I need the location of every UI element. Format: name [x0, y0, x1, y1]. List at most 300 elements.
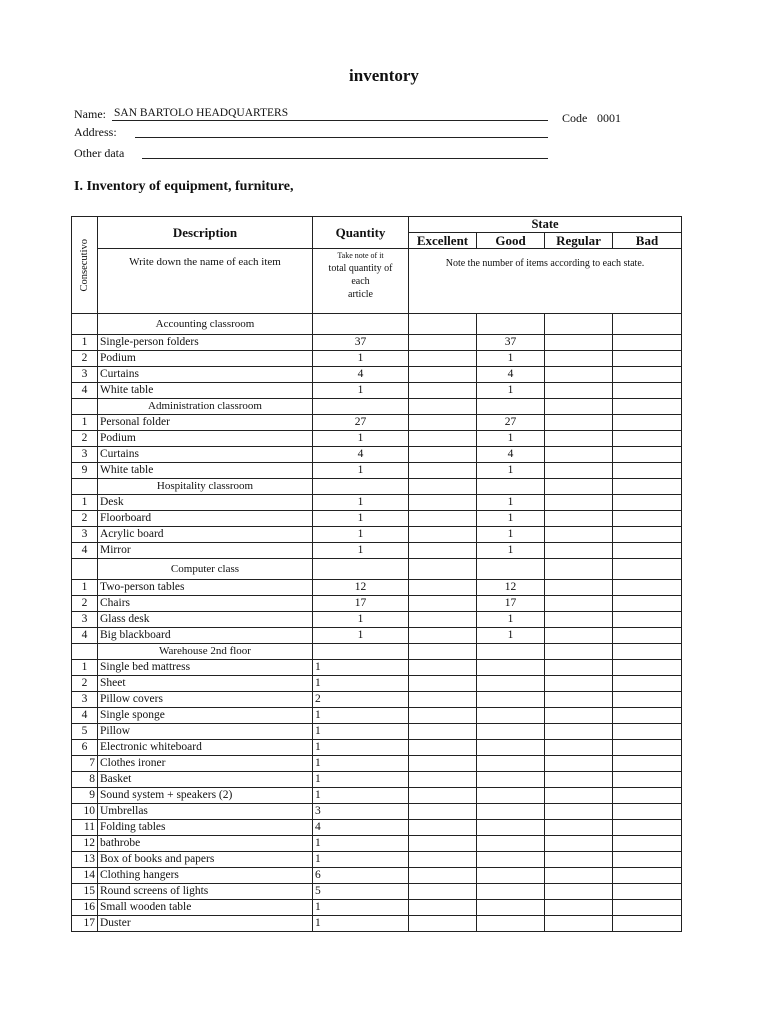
- excellent-count[interactable]: [409, 511, 477, 527]
- excellent-count[interactable]: [409, 804, 477, 820]
- row-number: 10: [72, 804, 98, 820]
- bad-count[interactable]: [613, 708, 682, 724]
- item-description[interactable]: Umbrellas: [98, 804, 313, 820]
- table-row: [72, 511, 682, 527]
- bad-count[interactable]: [613, 335, 682, 351]
- table-row: [72, 367, 682, 383]
- item-quantity[interactable]: 1: [313, 852, 409, 868]
- item-quantity[interactable]: 1: [313, 527, 409, 543]
- empty-cell[interactable]: [545, 314, 613, 335]
- group-number-cell: [72, 314, 98, 335]
- good-count[interactable]: 12: [477, 580, 545, 596]
- empty-cell[interactable]: [477, 559, 545, 580]
- row-number: 2: [72, 351, 98, 367]
- good-count[interactable]: 17: [477, 596, 545, 612]
- regular-count[interactable]: [545, 692, 613, 708]
- address-field-line[interactable]: [135, 137, 548, 138]
- item-description[interactable]: Desk: [98, 495, 313, 511]
- bad-count[interactable]: [613, 543, 682, 559]
- item-description[interactable]: Curtains: [98, 367, 313, 383]
- inventory-body: [72, 314, 682, 932]
- item-description[interactable]: Chairs: [98, 596, 313, 612]
- good-count[interactable]: 1: [477, 383, 545, 399]
- empty-cell[interactable]: [613, 314, 682, 335]
- empty-cell[interactable]: [409, 559, 477, 580]
- item-quantity[interactable]: 6: [313, 868, 409, 884]
- regular-count[interactable]: [545, 708, 613, 724]
- regular-count[interactable]: [545, 463, 613, 479]
- good-count[interactable]: [477, 836, 545, 852]
- item-quantity[interactable]: 1: [313, 511, 409, 527]
- name-value[interactable]: SAN BARTOLO HEADQUARTERS: [114, 107, 289, 119]
- table-row: [72, 543, 682, 559]
- good-count[interactable]: [477, 724, 545, 740]
- regular-count[interactable]: [545, 788, 613, 804]
- bad-count[interactable]: [613, 788, 682, 804]
- empty-cell[interactable]: [477, 399, 545, 415]
- row-number: 3: [72, 527, 98, 543]
- bad-count[interactable]: [613, 692, 682, 708]
- regular-count[interactable]: [545, 580, 613, 596]
- item-quantity[interactable]: 1: [313, 495, 409, 511]
- table-row: [72, 335, 682, 351]
- regular-count[interactable]: [545, 351, 613, 367]
- item-quantity[interactable]: 1: [313, 463, 409, 479]
- item-description[interactable]: Basket: [98, 772, 313, 788]
- empty-cell[interactable]: [477, 479, 545, 495]
- inventory-table: [71, 216, 682, 932]
- item-quantity[interactable]: 1: [313, 660, 409, 676]
- regular-count[interactable]: [545, 447, 613, 463]
- item-description[interactable]: Acrylic board: [98, 527, 313, 543]
- bad-count[interactable]: [613, 868, 682, 884]
- row-number: 9: [72, 463, 98, 479]
- regular-count[interactable]: [545, 756, 613, 772]
- excellent-count[interactable]: [409, 756, 477, 772]
- table-row: [72, 431, 682, 447]
- excellent-count[interactable]: [409, 676, 477, 692]
- bad-count[interactable]: [613, 740, 682, 756]
- item-description[interactable]: Clothes ironer: [98, 756, 313, 772]
- good-count[interactable]: 1: [477, 511, 545, 527]
- empty-cell[interactable]: [613, 399, 682, 415]
- item-quantity[interactable]: 1: [313, 836, 409, 852]
- item-quantity[interactable]: 4: [313, 820, 409, 836]
- item-quantity[interactable]: 1: [313, 900, 409, 916]
- item-quantity[interactable]: 2: [313, 692, 409, 708]
- table-row: [72, 804, 682, 820]
- quantity-note: Take note of it total quantity of each article: [313, 249, 409, 314]
- row-number: 16: [72, 900, 98, 916]
- bad-count[interactable]: [613, 884, 682, 900]
- row-number: 1: [72, 415, 98, 431]
- empty-cell[interactable]: [545, 644, 613, 660]
- item-description[interactable]: Folding tables: [98, 820, 313, 836]
- good-count[interactable]: [477, 868, 545, 884]
- name-field-line: [112, 120, 548, 121]
- item-description[interactable]: Sound system + speakers (2): [98, 788, 313, 804]
- excellent-count[interactable]: [409, 335, 477, 351]
- table-row: [72, 660, 682, 676]
- excellent-count[interactable]: [409, 660, 477, 676]
- excellent-count[interactable]: [409, 527, 477, 543]
- excellent-count[interactable]: [409, 580, 477, 596]
- empty-cell[interactable]: [545, 559, 613, 580]
- good-header: Good: [477, 233, 545, 249]
- item-description[interactable]: Sheet: [98, 676, 313, 692]
- good-count[interactable]: [477, 852, 545, 868]
- item-quantity[interactable]: 27: [313, 415, 409, 431]
- bad-count[interactable]: [613, 804, 682, 820]
- bad-count[interactable]: [613, 628, 682, 644]
- item-quantity[interactable]: 5: [313, 884, 409, 900]
- item-quantity[interactable]: 1: [313, 676, 409, 692]
- item-description[interactable]: Podium: [98, 351, 313, 367]
- bad-count[interactable]: [613, 511, 682, 527]
- bad-count[interactable]: [613, 724, 682, 740]
- row-number: 7: [72, 756, 98, 772]
- good-count[interactable]: 1: [477, 628, 545, 644]
- bad-count[interactable]: [613, 820, 682, 836]
- item-description[interactable]: Box of books and papers: [98, 852, 313, 868]
- row-number: 1: [72, 495, 98, 511]
- item-quantity[interactable]: 1: [313, 628, 409, 644]
- table-row: [72, 463, 682, 479]
- item-description[interactable]: Glass desk: [98, 612, 313, 628]
- row-number: 15: [72, 884, 98, 900]
- item-description[interactable]: Floorboard: [98, 511, 313, 527]
- empty-cell[interactable]: [477, 644, 545, 660]
- excellent-count[interactable]: [409, 431, 477, 447]
- good-count[interactable]: [477, 820, 545, 836]
- bad-count[interactable]: [613, 447, 682, 463]
- empty-cell[interactable]: [409, 644, 477, 660]
- item-description[interactable]: Podium: [98, 431, 313, 447]
- regular-count[interactable]: [545, 868, 613, 884]
- row-number: 5: [72, 724, 98, 740]
- item-quantity[interactable]: 1: [313, 756, 409, 772]
- group-number-cell: [72, 644, 98, 660]
- good-count[interactable]: 1: [477, 527, 545, 543]
- row-number: 13: [72, 852, 98, 868]
- item-quantity[interactable]: 1: [313, 788, 409, 804]
- excellent-count[interactable]: [409, 383, 477, 399]
- item-description[interactable]: Curtains: [98, 447, 313, 463]
- regular-count[interactable]: [545, 724, 613, 740]
- group-name: Hospitality classroom: [98, 479, 313, 495]
- bad-count[interactable]: [613, 612, 682, 628]
- group-row: [72, 644, 682, 660]
- item-quantity[interactable]: 17: [313, 596, 409, 612]
- empty-cell[interactable]: [313, 479, 409, 495]
- bad-count[interactable]: [613, 900, 682, 916]
- regular-count[interactable]: [545, 916, 613, 932]
- item-quantity[interactable]: 1: [313, 351, 409, 367]
- bad-count[interactable]: [613, 431, 682, 447]
- consecutivo-header: Consecutivo: [72, 217, 98, 314]
- item-quantity[interactable]: 1: [313, 612, 409, 628]
- regular-count[interactable]: [545, 367, 613, 383]
- state-note: Note the number of items according to each state.: [409, 249, 682, 314]
- row-number: 2: [72, 676, 98, 692]
- bad-count[interactable]: [613, 836, 682, 852]
- group-number-cell: [72, 479, 98, 495]
- table-row: [72, 596, 682, 612]
- bad-count[interactable]: [613, 367, 682, 383]
- excellent-count[interactable]: [409, 612, 477, 628]
- item-quantity[interactable]: 3: [313, 804, 409, 820]
- good-count[interactable]: [477, 740, 545, 756]
- regular-count[interactable]: [545, 383, 613, 399]
- item-description[interactable]: Personal folder: [98, 415, 313, 431]
- table-row: [72, 916, 682, 932]
- regular-count[interactable]: [545, 820, 613, 836]
- item-quantity[interactable]: 1: [313, 740, 409, 756]
- excellent-count[interactable]: [409, 852, 477, 868]
- excellent-count[interactable]: [409, 367, 477, 383]
- item-quantity[interactable]: 12: [313, 580, 409, 596]
- table-row: [72, 740, 682, 756]
- bad-count[interactable]: [613, 596, 682, 612]
- good-count[interactable]: [477, 772, 545, 788]
- regular-count[interactable]: [545, 495, 613, 511]
- bad-count[interactable]: [613, 756, 682, 772]
- row-number: 3: [72, 367, 98, 383]
- empty-cell[interactable]: [613, 479, 682, 495]
- item-description[interactable]: Mirror: [98, 543, 313, 559]
- item-description[interactable]: Big blackboard: [98, 628, 313, 644]
- row-number: 6: [72, 740, 98, 756]
- excellent-count[interactable]: [409, 772, 477, 788]
- item-description[interactable]: Single-person folders: [98, 335, 313, 351]
- item-description[interactable]: Round screens of lights: [98, 884, 313, 900]
- table-row: [72, 527, 682, 543]
- item-description[interactable]: White table: [98, 463, 313, 479]
- item-description[interactable]: Two-person tables: [98, 580, 313, 596]
- group-row: [72, 314, 682, 335]
- good-count[interactable]: 27: [477, 415, 545, 431]
- group-row: [72, 479, 682, 495]
- table-row: [72, 868, 682, 884]
- description-header: Description: [98, 217, 313, 249]
- regular-count[interactable]: [545, 772, 613, 788]
- excellent-count[interactable]: [409, 708, 477, 724]
- group-number-cell: [72, 399, 98, 415]
- good-count[interactable]: 1: [477, 543, 545, 559]
- empty-cell[interactable]: [409, 479, 477, 495]
- excellent-count[interactable]: [409, 596, 477, 612]
- item-description[interactable]: Pillow covers: [98, 692, 313, 708]
- other-data-label: Other data: [74, 146, 125, 160]
- good-count[interactable]: [477, 692, 545, 708]
- row-number: 12: [72, 836, 98, 852]
- item-quantity[interactable]: 37: [313, 335, 409, 351]
- item-description[interactable]: Electronic whiteboard: [98, 740, 313, 756]
- table-row: [72, 724, 682, 740]
- empty-cell[interactable]: [313, 314, 409, 335]
- regular-count[interactable]: [545, 596, 613, 612]
- row-number: 14: [72, 868, 98, 884]
- good-count[interactable]: [477, 916, 545, 932]
- item-description[interactable]: bathrobe: [98, 836, 313, 852]
- item-quantity[interactable]: 1: [313, 543, 409, 559]
- empty-cell[interactable]: [409, 314, 477, 335]
- empty-cell[interactable]: [313, 559, 409, 580]
- group-name: Administration classroom: [98, 399, 313, 415]
- group-row: [72, 559, 682, 580]
- table-row: [72, 351, 682, 367]
- item-quantity[interactable]: 1: [313, 431, 409, 447]
- regular-count[interactable]: [545, 628, 613, 644]
- excellent-count[interactable]: [409, 415, 477, 431]
- good-count[interactable]: [477, 660, 545, 676]
- table-row: [72, 692, 682, 708]
- good-count[interactable]: 1: [477, 612, 545, 628]
- excellent-count[interactable]: [409, 463, 477, 479]
- row-number: 4: [72, 628, 98, 644]
- regular-count[interactable]: [545, 676, 613, 692]
- good-count[interactable]: [477, 708, 545, 724]
- item-quantity[interactable]: 1: [313, 383, 409, 399]
- item-quantity[interactable]: 1: [313, 724, 409, 740]
- item-description[interactable]: Single sponge: [98, 708, 313, 724]
- good-count[interactable]: [477, 756, 545, 772]
- empty-cell[interactable]: [313, 644, 409, 660]
- regular-count[interactable]: [545, 431, 613, 447]
- regular-count[interactable]: [545, 852, 613, 868]
- good-count[interactable]: 1: [477, 495, 545, 511]
- item-quantity[interactable]: 4: [313, 447, 409, 463]
- excellent-count[interactable]: [409, 916, 477, 932]
- empty-cell[interactable]: [409, 399, 477, 415]
- regular-count[interactable]: [545, 543, 613, 559]
- excellent-count[interactable]: [409, 820, 477, 836]
- empty-cell[interactable]: [545, 479, 613, 495]
- empty-cell[interactable]: [313, 399, 409, 415]
- good-count[interactable]: 4: [477, 367, 545, 383]
- bad-count[interactable]: [613, 916, 682, 932]
- item-description[interactable]: Duster: [98, 916, 313, 932]
- excellent-count[interactable]: [409, 447, 477, 463]
- good-count[interactable]: [477, 788, 545, 804]
- excellent-count[interactable]: [409, 351, 477, 367]
- bad-count[interactable]: [613, 383, 682, 399]
- row-number: 2: [72, 431, 98, 447]
- empty-cell[interactable]: [545, 399, 613, 415]
- excellent-count[interactable]: [409, 884, 477, 900]
- bad-count[interactable]: [613, 495, 682, 511]
- table-row: [72, 447, 682, 463]
- bad-count[interactable]: [613, 351, 682, 367]
- excellent-count[interactable]: [409, 900, 477, 916]
- regular-count[interactable]: [545, 804, 613, 820]
- empty-cell[interactable]: [477, 314, 545, 335]
- excellent-count[interactable]: [409, 836, 477, 852]
- state-header: State: [409, 217, 682, 233]
- good-count[interactable]: 1: [477, 463, 545, 479]
- regular-count[interactable]: [545, 884, 613, 900]
- other-data-field-line[interactable]: [142, 158, 548, 159]
- regular-count[interactable]: [545, 335, 613, 351]
- good-count[interactable]: [477, 884, 545, 900]
- excellent-count[interactable]: [409, 543, 477, 559]
- row-number: 1: [72, 335, 98, 351]
- excellent-count[interactable]: [409, 495, 477, 511]
- bad-count[interactable]: [613, 676, 682, 692]
- regular-count[interactable]: [545, 511, 613, 527]
- table-row: [72, 852, 682, 868]
- name-label: Name:: [74, 107, 106, 121]
- good-count[interactable]: 37: [477, 335, 545, 351]
- item-quantity[interactable]: 1: [313, 708, 409, 724]
- excellent-header: Excellent: [409, 233, 477, 249]
- regular-count[interactable]: [545, 527, 613, 543]
- regular-count[interactable]: [545, 900, 613, 916]
- regular-count[interactable]: [545, 612, 613, 628]
- good-count[interactable]: 1: [477, 431, 545, 447]
- quantity-header: Quantity: [313, 217, 409, 249]
- regular-count[interactable]: [545, 740, 613, 756]
- row-number: 8: [72, 772, 98, 788]
- excellent-count[interactable]: [409, 692, 477, 708]
- table-row: [72, 612, 682, 628]
- item-quantity[interactable]: 1: [313, 916, 409, 932]
- item-description[interactable]: Single bed mattress: [98, 660, 313, 676]
- item-description[interactable]: Small wooden table: [98, 900, 313, 916]
- table-row: [72, 708, 682, 724]
- regular-count[interactable]: [545, 415, 613, 431]
- code-label: Code: [562, 111, 588, 125]
- item-description[interactable]: Pillow: [98, 724, 313, 740]
- excellent-count[interactable]: [409, 740, 477, 756]
- excellent-count[interactable]: [409, 724, 477, 740]
- item-description[interactable]: Clothing hangers: [98, 868, 313, 884]
- excellent-count[interactable]: [409, 868, 477, 884]
- bad-count[interactable]: [613, 415, 682, 431]
- group-row: [72, 399, 682, 415]
- row-number: 17: [72, 916, 98, 932]
- regular-header: Regular: [545, 233, 613, 249]
- bad-count[interactable]: [613, 580, 682, 596]
- section-title: I. Inventory of equipment, furniture,: [74, 179, 294, 194]
- regular-count[interactable]: [545, 660, 613, 676]
- page-title: inventory: [349, 66, 419, 85]
- empty-cell[interactable]: [613, 559, 682, 580]
- excellent-count[interactable]: [409, 788, 477, 804]
- bad-count[interactable]: [613, 660, 682, 676]
- good-count[interactable]: [477, 676, 545, 692]
- code-value: 0001: [597, 111, 621, 125]
- bad-count[interactable]: [613, 772, 682, 788]
- good-count[interactable]: [477, 900, 545, 916]
- item-quantity[interactable]: 1: [313, 772, 409, 788]
- row-number: 1: [72, 660, 98, 676]
- good-count[interactable]: 1: [477, 351, 545, 367]
- good-count[interactable]: [477, 804, 545, 820]
- bad-count[interactable]: [613, 463, 682, 479]
- good-count[interactable]: 4: [477, 447, 545, 463]
- item-quantity[interactable]: 4: [313, 367, 409, 383]
- excellent-count[interactable]: [409, 628, 477, 644]
- regular-count[interactable]: [545, 836, 613, 852]
- item-description[interactable]: White table: [98, 383, 313, 399]
- empty-cell[interactable]: [613, 644, 682, 660]
- bad-count[interactable]: [613, 852, 682, 868]
- table-row: [72, 580, 682, 596]
- row-number: 3: [72, 447, 98, 463]
- bad-count[interactable]: [613, 527, 682, 543]
- table-row: [72, 900, 682, 916]
